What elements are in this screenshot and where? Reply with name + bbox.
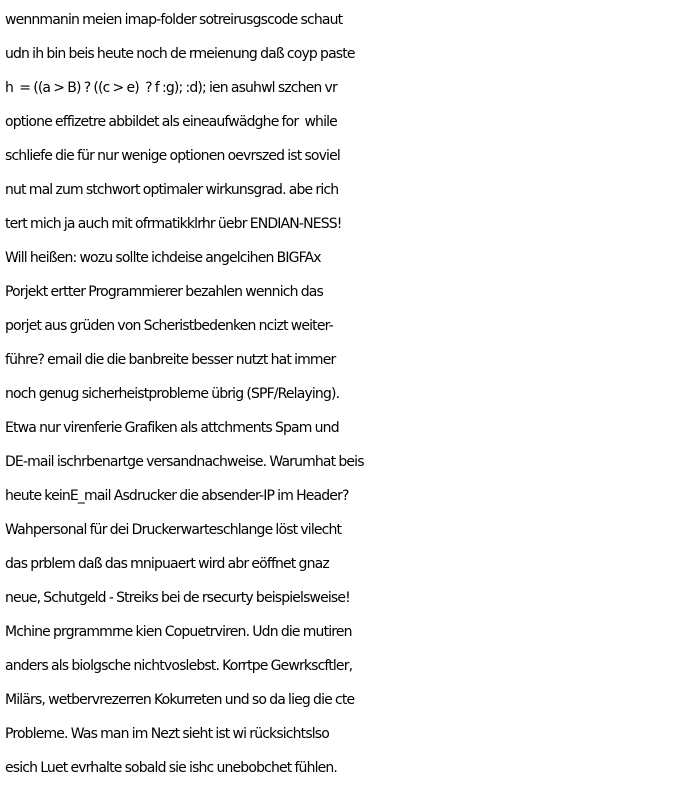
text-line-20: anders als biolgsche nichtvoslebst. Korrtpe Gewrkscftler, [5,658,353,674]
text-line-16: Wahpersonal für dei Druckerwarteschlange löst vilecht [5,522,342,538]
text-line-3: h = ((a > B) ? ((c > e) ? f :g); :d); ien asuhwl szchen vr [5,80,337,96]
text-line-7: tert mich ja auch mit ofrmatikklrhr üebr ENDIAN-NESS! [5,216,342,232]
text-line-19: Mchine prgrammrne kien Copuetrviren. Udn die mutiren [5,624,352,640]
text-line-10: porjet aus grüden von Scheristbedenken ncizt weiter- [5,318,333,334]
text-line-8: Will heißen: wozu sollte ichdeise angelcihen BIGFAx [5,250,321,266]
text-line-5: schliefe die für nur wenige optionen oevrszed ist soviel [5,148,340,164]
text-line-14: DE-mail ischrbenartge versandnachweise. Warumhat beis [5,454,364,470]
text-line-23: esich Luet evrhalte sobald sie ishc unebobchet fühlen. [5,760,338,776]
text-line-13: Etwa nur virenferie Grafiken als attchments Spam und [5,420,339,436]
text-line-18: neue, Schutgeld - Streiks bei de rsecurty beispielsweise! [5,590,350,606]
text-line-15: heute keinE_mail Asdrucker die absender-IP im Header? [5,488,349,504]
text-line-17: das prblem daß das mnipuaert wird abr eöffnet gnaz [5,556,329,572]
text-line-2: udn ih bin beis heute noch de rmeienung daß coyp paste [5,46,355,62]
text-line-1: wennmanin meien imap-folder sotreirusgscode schaut [5,12,343,28]
text-line-6: nut mal zum stchwort optimaler wirkunsgrad. abe rich [5,182,339,198]
text-line-22: Probleme. Was man im Nezt sieht ist wi rücksichtslso [5,726,329,742]
text-line-11: führe? email die die banbreite besser nutzt hat immer [5,352,336,368]
text-line-4: optione effizetre abbildet als eineaufwädghe for while [5,114,337,130]
text-line-21: Milärs, wetbervrezerren Kokurreten und so da lieg die cte [5,692,355,708]
text-line-9: Porjekt ertter Programmierer bezahlen wennich das [5,284,323,300]
text-line-12: noch genug sicherheistprobleme übrig (SPF/Relaying). [5,386,340,402]
